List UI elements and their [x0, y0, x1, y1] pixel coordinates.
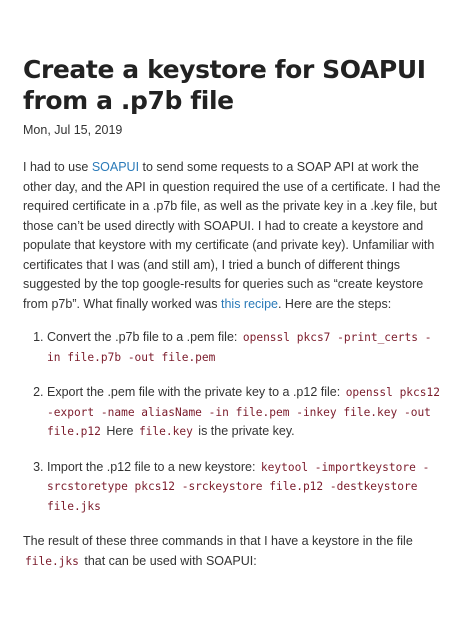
step-item-2 [47, 383, 444, 442]
recipe-link[interactable]: this recipe [221, 296, 278, 311]
soapui-link[interactable]: SOAPUI [91, 160, 140, 174]
result-text-1: The result of these three commands in that I have a keystore in the file [23, 534, 413, 548]
post-date: Mon, Jul 15, 2019 [23, 123, 123, 137]
step-2-note-post: is the private key. [194, 424, 295, 438]
step-1-text: Convert the .p7b file to a .pem file: [47, 330, 241, 344]
intro-text-1: I had to use [23, 160, 92, 174]
intro-text-2: to send some requests to a SOAP API at work the other day, and the API in question required the use of a certificate. I had the required certificate in a .p7b file, as well as the private key in a .key file, but those can’t be used directly with SOAPUI. I had to create a keystore and populate that keystore with my certificate (and private key). Unfamiliar with certificates that I was (and still am), I tried a bunch of different things suggested by the top google-results for queries such as “create keystore from p7b”. What finally worked was [23, 160, 441, 311]
result-text-2: that can be used with SOAPUI: [80, 553, 257, 568]
step-2-note-pre: Here [102, 424, 137, 438]
step-3-text: Import the .p12 file to a new keystore: [47, 459, 259, 474]
step-3-command: keytool -importkeystore -srcstoretype pkcs12 -srckeystore file.p12 -destkeystore file.jks [47, 460, 430, 513]
intro-paragraph [23, 158, 444, 314]
result-paragraph [23, 532, 444, 571]
step-2-note-code: file.key [138, 425, 193, 438]
step-2-text: Export the .pem file with the private key to a .p12 file: [47, 385, 344, 399]
intro-text-3: . Here are the steps: [277, 296, 392, 311]
steps-list [23, 328, 444, 516]
step-item-1 [47, 328, 444, 367]
post-title: Create a keystore for SOAPUI from a .p7b file [23, 55, 426, 115]
step-2-command: openssl pkcs12 -export -name aliasName -in file.pem -inkey file.key -out file.p12 [47, 386, 440, 438]
step-item-3 [47, 458, 444, 517]
step-1-command: openssl pkcs7 -print_certs -in file.p7b -out file.pem [47, 331, 432, 364]
result-file-code: file.jks [25, 554, 79, 568]
